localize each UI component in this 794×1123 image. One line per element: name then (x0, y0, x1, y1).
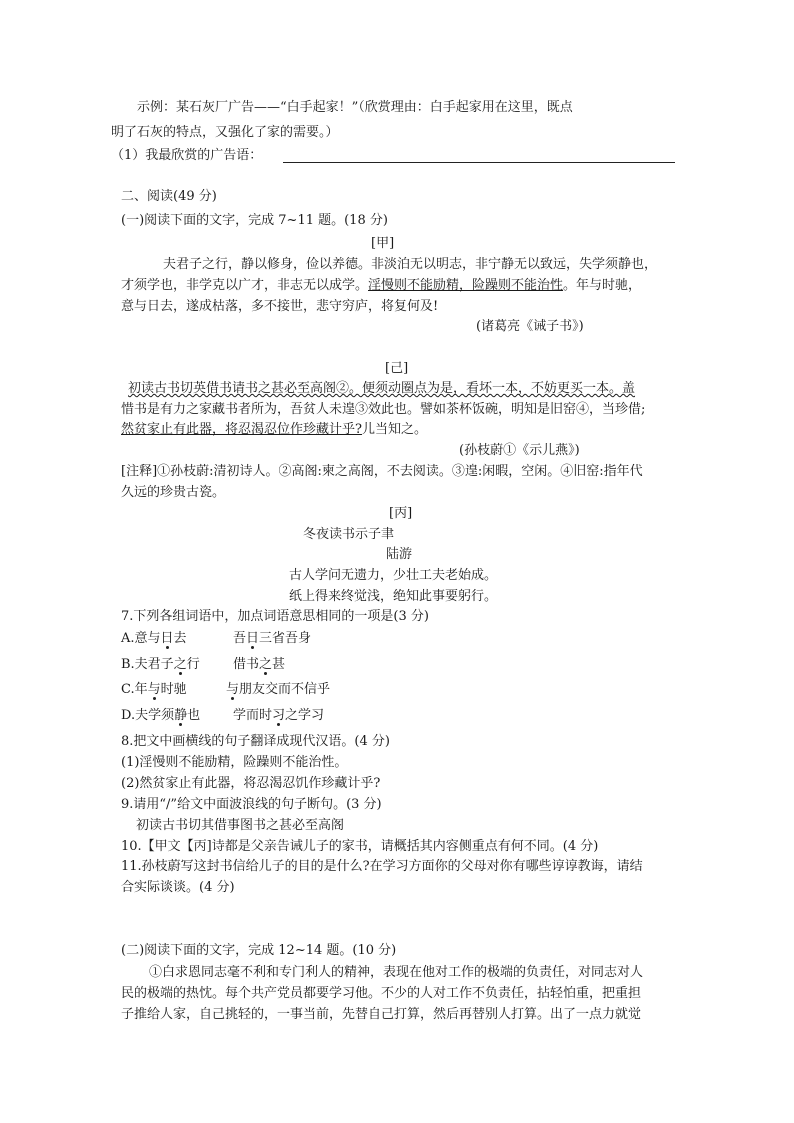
dotted-word: 之 (259, 657, 273, 672)
poem-line-2: 纸上得来终觉浅，绝知此事要躬行。 (289, 589, 498, 604)
poem-author: 陆游 (386, 547, 413, 562)
part1-intro: (一)阅读下面的文字，完成 7~11 题。(18 分) (121, 213, 388, 228)
q1-answer-line[interactable] (283, 162, 675, 163)
yi-line-2: 惜书是有力之家藏书者所为，吾贫人未遑③效此也。譬如茶杯饭碗，明知是旧窑④，当珍借; (121, 402, 646, 417)
jia-line-3: 意与日去，遂成枯落，多不接世，悲守穷庐，将复何及! (121, 299, 439, 314)
q7-option-right: 借书之甚 (233, 657, 286, 672)
q7-option-left: D.夫学须静也 (121, 708, 201, 723)
dotted-word: 静 (174, 708, 188, 723)
q7-option-right: 学而时习之学习 (233, 708, 325, 723)
dotted-word: 之 (173, 657, 187, 672)
q7-option-left: A.意与日去 (121, 631, 187, 646)
bing-label: [丙] (389, 506, 413, 521)
q1-label: （1）我最欣赏的广告语： (111, 148, 263, 163)
yi-line-1: 初读古书切英借书请书之甚必至高阁②。便须动圈点为是，看坏一本，不妨更买一本。盖 (128, 381, 636, 396)
yi-line-3: 然贫家止有此器，将忍渴忍位作珍藏计乎?儿当知之。 (121, 422, 427, 437)
q7-option-left: C.年与时驰 (121, 682, 187, 697)
yi-source: (孙枝蔚①《示儿燕》) (459, 443, 580, 458)
part2-line-3: 子推给人家，自己挑轻的，一事当前，先替自己打算，然后再替别人打算。出了一点力就觉 (121, 1007, 642, 1022)
q8-sentence-2: (2)然贫家止有此器，将忍渴忍饥作珍藏计乎? (121, 776, 381, 791)
jia-label: [甲] (371, 236, 395, 251)
q7-option-right: 吾日三省吾身 (233, 631, 312, 646)
section-heading: 二、阅读(49 分) (121, 189, 217, 204)
q7-option-left: B.夫君子之行 (121, 657, 200, 672)
jia-source: (诸葛亮《诫子书》) (476, 319, 584, 334)
jia-line-1: 夫君子之行，静以修身，俭以养德。非淡泊无以明志，非宁静无以致远，失学须静也， (163, 257, 658, 272)
dotted-word: 与 (147, 682, 161, 697)
q9-stem: 9.请用“/”给文中面波浪线的句子断句。(3 分) (121, 797, 382, 812)
yi-note-2: 久远的珍贵古瓷。 (121, 485, 226, 500)
q7-stem: 7.下列各组词语中，加点词语意思相同的一项是(3 分) (121, 609, 429, 624)
poem-line-1: 古人学问无遗力，少壮工夫老始成。 (289, 568, 498, 583)
example-line-2: 明了石灰的特点，又强化了家的需要。） (111, 125, 339, 140)
q9-sentence: 初读古书切其借事图书之甚必至高阁 (136, 818, 345, 833)
yi-label: [己] (385, 361, 409, 376)
poem-title: 冬夜读书示子聿 (303, 527, 395, 542)
q11-line-2: 合实际谈谈。(4 分) (121, 880, 235, 895)
part2-intro: (二)阅读下面的文字，完成 12~14 题。(10 分) (121, 943, 397, 958)
part2-line-1: ①白求恩同志毫不利和专门利人的精神，表现在他对工作的极端的负责任，对同志对人 (149, 965, 644, 980)
yi-note-1: [注释]①孙枝蔚:清初诗人。②高阁:柬之高阁，不去阅读。③遑:闲暇，空闲。④旧窑:指年代 (121, 464, 643, 479)
dotted-word: 习 (272, 708, 286, 723)
jia-line-2: 才须学也，非学克以广才，非志无以成学。淫慢则不能励精，险躁则不能治性。年与时驰， (121, 278, 642, 293)
q8-sentence-1: (1)淫慢则不能励精，险躁则不能治性。 (121, 755, 348, 770)
yi-underlined-sentence: 然贫家止有此器，将忍渴忍位作珍藏计乎? (121, 422, 362, 437)
part2-line-2: 民的极端的热忱。每个共产党员都要学习他。不少的人对工作不负责任，拈轻怕重，把重担 (121, 986, 642, 1001)
example-line-1: 示例：某石灰厂广告——“白手起家！”（欣赏理由：白手起家用在这里，既点 (137, 100, 573, 115)
q7-option-right: 与朋友交而不信乎 (226, 682, 331, 697)
dotted-word: 日 (246, 631, 260, 646)
dotted-word: 与 (226, 682, 240, 697)
q10: 10.【甲文【丙]诗都是父亲告诫儿子的家书，请概括其内容侧重点有何不同。(4 分) (121, 839, 599, 854)
q8-stem: 8.把文中画横线的句子翻译成现代汉语。(4 分) (121, 734, 390, 749)
dotted-word: 日 (160, 631, 174, 646)
q11-line-1: 11.孙枝蔚写这封书信给儿子的目的是什么?在学习方面你的父母对你有哪些谆谆教诲，请结 (121, 859, 643, 874)
jia-underlined-sentence: 淫慢则不能励精，险躁则不能治性 (368, 278, 564, 293)
